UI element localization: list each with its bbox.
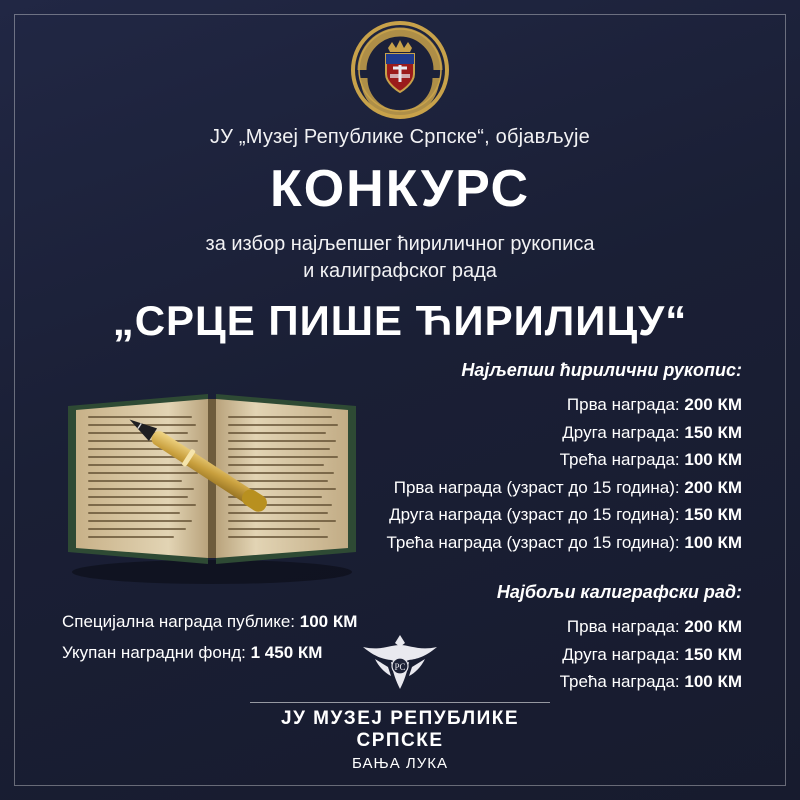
prize-amount: 150 КМ <box>684 505 742 525</box>
prize-label: Прва награда: <box>566 617 680 637</box>
prize-label: Друга награда: <box>562 422 680 442</box>
eagle-emblem-icon <box>357 629 443 695</box>
prize-amount: 200 КМ <box>684 477 742 497</box>
subtitle-block <box>0 231 800 285</box>
prize-label: Друга награда: <box>562 644 680 664</box>
open-book-with-pen-image <box>62 366 362 586</box>
prize-row <box>322 446 742 474</box>
prize-amount: 150 КМ <box>684 644 742 664</box>
subtitle-line-1: за избор најљепшег ћириличног рукописа <box>205 233 595 255</box>
announce-line: ЈУ „Музеј Републике Српске“, објављује <box>210 126 590 148</box>
prize-amount: 1 450 КМ <box>250 643 323 663</box>
prize-row <box>322 474 742 502</box>
prize-group-handwriting-heading: Најљепши ћирилични рукопис: <box>461 360 742 380</box>
prize-group-handwriting <box>322 360 742 556</box>
prize-amount: 200 КМ <box>684 395 742 414</box>
organization-name: ЈУ МУЗЕЈ РЕПУБЛИКЕ СРПСКЕ <box>281 708 519 751</box>
prize-label: Трећа награда (узраст до 15 година): <box>386 532 680 552</box>
prize-amount: 100 КМ <box>684 532 742 552</box>
prize-row <box>322 419 742 447</box>
organization-city: БАЊА ЛУКА <box>352 755 448 772</box>
prize-label: Прва награда (узраст до 15 година): <box>393 477 680 497</box>
svg-text:РС: РС <box>394 662 406 672</box>
prize-amount: 100 КМ <box>684 672 742 692</box>
prize-amount: 150 КМ <box>684 422 742 442</box>
prize-label: Друга награда (узраст до 15 година): <box>389 505 680 525</box>
prize-amount: 100 КМ <box>299 612 358 631</box>
prize-row <box>322 391 742 419</box>
prize-label: Укупан наградни фонд: <box>62 643 246 663</box>
prize-label: Прва награда: <box>566 395 680 414</box>
prize-label: Трећа награда: <box>559 672 680 692</box>
prize-amount: 100 КМ <box>684 450 742 470</box>
prize-label: Специјална награда публике: <box>62 612 296 631</box>
contest-name-title: „СРЦЕ ПИШЕ ЋИРИЛИЦУ“ <box>112 297 688 344</box>
divider <box>250 702 550 703</box>
subtitle-line-2: и калиграфског рада <box>303 260 497 282</box>
prize-group-calligraphy-heading: Најбољи калиграфски рад: <box>496 582 742 603</box>
prize-label: Трећа награда: <box>559 450 680 470</box>
prize-row <box>322 529 742 557</box>
footer-logo <box>235 629 565 772</box>
prize-amount: 200 КМ <box>684 617 742 637</box>
page-title: КОНКУРС <box>269 160 531 218</box>
header-block <box>0 126 800 343</box>
prize-row <box>322 501 742 529</box>
coat-of-arms-icon <box>348 18 452 122</box>
